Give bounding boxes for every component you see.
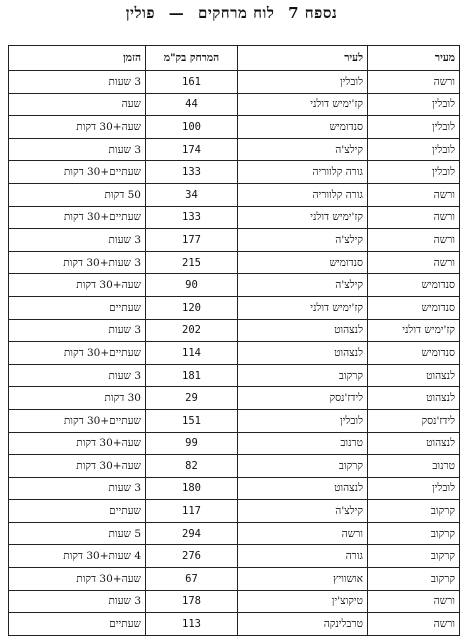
title-text: לוח מרחקים (197, 4, 275, 22)
cell-from: ורשה (368, 229, 460, 252)
cell-from: ורשה (368, 71, 460, 94)
table-row (9, 93, 460, 116)
cell-time: 50 דקות (9, 183, 146, 206)
table-row (9, 229, 460, 252)
cell-distance: 180 (146, 477, 238, 500)
cell-distance: 34 (146, 183, 238, 206)
table-row (9, 342, 460, 365)
cell-to: קרקוב (238, 364, 368, 387)
cell-distance: 276 (146, 545, 238, 568)
table-body (9, 71, 460, 636)
cell-time: שעתיים+30 דקות (9, 409, 146, 432)
cell-from: לובלין (368, 138, 460, 161)
table-row (9, 409, 460, 432)
cell-distance: 294 (146, 522, 238, 545)
column-header-to: לעיר (238, 46, 368, 71)
cell-to: לנצהוט (238, 342, 368, 365)
table-header-row (9, 46, 460, 71)
cell-to: לובלין (238, 409, 368, 432)
cell-from: סנדומיש (368, 342, 460, 365)
cell-time: שעה+30 דקות (9, 432, 146, 455)
cell-from: קרקוב (368, 522, 460, 545)
table-row (9, 590, 460, 613)
cell-time: שעה+30 דקות (9, 455, 146, 478)
cell-time: 5 שעות (9, 522, 146, 545)
cell-time: 3 שעות (9, 319, 146, 342)
cell-to: לובלין (238, 71, 368, 94)
cell-from: קז'ימיש דולני (368, 319, 460, 342)
cell-to: גורה קלווריה (238, 161, 368, 184)
cell-distance: 181 (146, 364, 238, 387)
cell-to: קילצ'ה (238, 274, 368, 297)
cell-distance: 67 (146, 568, 238, 591)
cell-distance: 44 (146, 93, 238, 116)
table-row (9, 477, 460, 500)
cell-from: ורשה (368, 206, 460, 229)
cell-to: לידז'נסק (238, 387, 368, 410)
cell-distance: 133 (146, 161, 238, 184)
cell-time: 3 שעות (9, 477, 146, 500)
cell-time: 4 שעות+30 דקות (9, 545, 146, 568)
appendix-label: נספח 7 (288, 4, 338, 22)
table-row (9, 455, 460, 478)
cell-distance: 113 (146, 613, 238, 636)
cell-distance: 99 (146, 432, 238, 455)
cell-from: לובלין (368, 116, 460, 139)
cell-distance: 120 (146, 296, 238, 319)
cell-time: 3 שעות (9, 229, 146, 252)
cell-to: קילצ'ה (238, 500, 368, 523)
cell-to: אושוויץ (238, 568, 368, 591)
cell-distance: 174 (146, 138, 238, 161)
cell-to: גורה קלווריה (238, 183, 368, 206)
table-row (9, 296, 460, 319)
cell-to: קילצ'ה (238, 229, 368, 252)
table-row (9, 613, 460, 636)
cell-distance: 202 (146, 319, 238, 342)
cell-distance: 90 (146, 274, 238, 297)
cell-time: שעתיים+30 דקות (9, 206, 146, 229)
cell-time: 30 דקות (9, 387, 146, 410)
cell-to: קז'ימיש דולני (238, 296, 368, 319)
cell-from: סנדומיש (368, 296, 460, 319)
table-row (9, 251, 460, 274)
table-row (9, 319, 460, 342)
cell-time: שעתיים+30 דקות (9, 342, 146, 365)
cell-time: שעה+30 דקות (9, 568, 146, 591)
cell-to: ורשה (238, 522, 368, 545)
cell-from: ורשה (368, 613, 460, 636)
cell-from: קרקוב (368, 500, 460, 523)
table-row (9, 116, 460, 139)
table-row (9, 568, 460, 591)
cell-to: קילצ'ה (238, 138, 368, 161)
cell-to: קרקוב (238, 455, 368, 478)
table-row (9, 71, 460, 94)
cell-to: סנדומיש (238, 251, 368, 274)
cell-to: קז'ימיש דולני (238, 206, 368, 229)
cell-distance: 215 (146, 251, 238, 274)
table-row (9, 545, 460, 568)
cell-distance: 161 (146, 71, 238, 94)
table-row (9, 387, 460, 410)
cell-distance: 29 (146, 387, 238, 410)
cell-distance: 114 (146, 342, 238, 365)
cell-time: 3 שעות+30 דקות (9, 251, 146, 274)
cell-time: שעה+30 דקות (9, 274, 146, 297)
cell-distance: 100 (146, 116, 238, 139)
cell-to: טיקוצ'ין (238, 590, 368, 613)
table-row (9, 206, 460, 229)
cell-time: 3 שעות (9, 590, 146, 613)
table-row (9, 500, 460, 523)
table-row (9, 522, 460, 545)
table-row (9, 364, 460, 387)
cell-from: לובלין (368, 161, 460, 184)
cell-from: לנצהוט (368, 387, 460, 410)
cell-time: שעתיים (9, 500, 146, 523)
cell-from: קרקוב (368, 545, 460, 568)
cell-from: קרקוב (368, 568, 460, 591)
cell-to: לנצהוט (238, 319, 368, 342)
title-country: פולין (125, 4, 156, 22)
cell-from: טרנוב (368, 455, 460, 478)
column-header-distance: המרחק בק"מ (146, 46, 238, 71)
cell-time: שעתיים+30 דקות (9, 161, 146, 184)
cell-time: שעתיים (9, 613, 146, 636)
cell-distance: 178 (146, 590, 238, 613)
cell-from: לנצהוט (368, 364, 460, 387)
title-dash: — (168, 4, 185, 22)
table-row (9, 138, 460, 161)
cell-distance: 133 (146, 206, 238, 229)
cell-from: ורשה (368, 183, 460, 206)
cell-time: שעה (9, 93, 146, 116)
cell-to: טרנוב (238, 432, 368, 455)
cell-time: 3 שעות (9, 364, 146, 387)
table-row (9, 274, 460, 297)
cell-from: סנדומיש (368, 274, 460, 297)
cell-from: לידז'נסק (368, 409, 460, 432)
cell-from: ורשה (368, 251, 460, 274)
cell-time: שעתיים (9, 296, 146, 319)
cell-to: סנדומיש (238, 116, 368, 139)
cell-time: 3 שעות (9, 71, 146, 94)
cell-from: לובלין (368, 477, 460, 500)
cell-from: לובלין (368, 93, 460, 116)
cell-distance: 82 (146, 455, 238, 478)
table-row (9, 161, 460, 184)
cell-time: 3 שעות (9, 138, 146, 161)
cell-from: לנצהוט (368, 432, 460, 455)
cell-distance: 177 (146, 229, 238, 252)
distance-table (8, 45, 460, 636)
cell-to: טרבלינקה (238, 613, 368, 636)
cell-distance: 117 (146, 500, 238, 523)
cell-time: שעה+30 דקות (9, 116, 146, 139)
table-row (9, 183, 460, 206)
cell-to: לנצהוט (238, 477, 368, 500)
cell-from: ורשה (368, 590, 460, 613)
table-row (9, 432, 460, 455)
column-header-time: הזמן (9, 46, 146, 71)
cell-distance: 151 (146, 409, 238, 432)
cell-to: קז'ימיש דולני (238, 93, 368, 116)
cell-to: גורה (238, 545, 368, 568)
page-title (0, 4, 463, 23)
column-header-from: מעיר (368, 46, 460, 71)
